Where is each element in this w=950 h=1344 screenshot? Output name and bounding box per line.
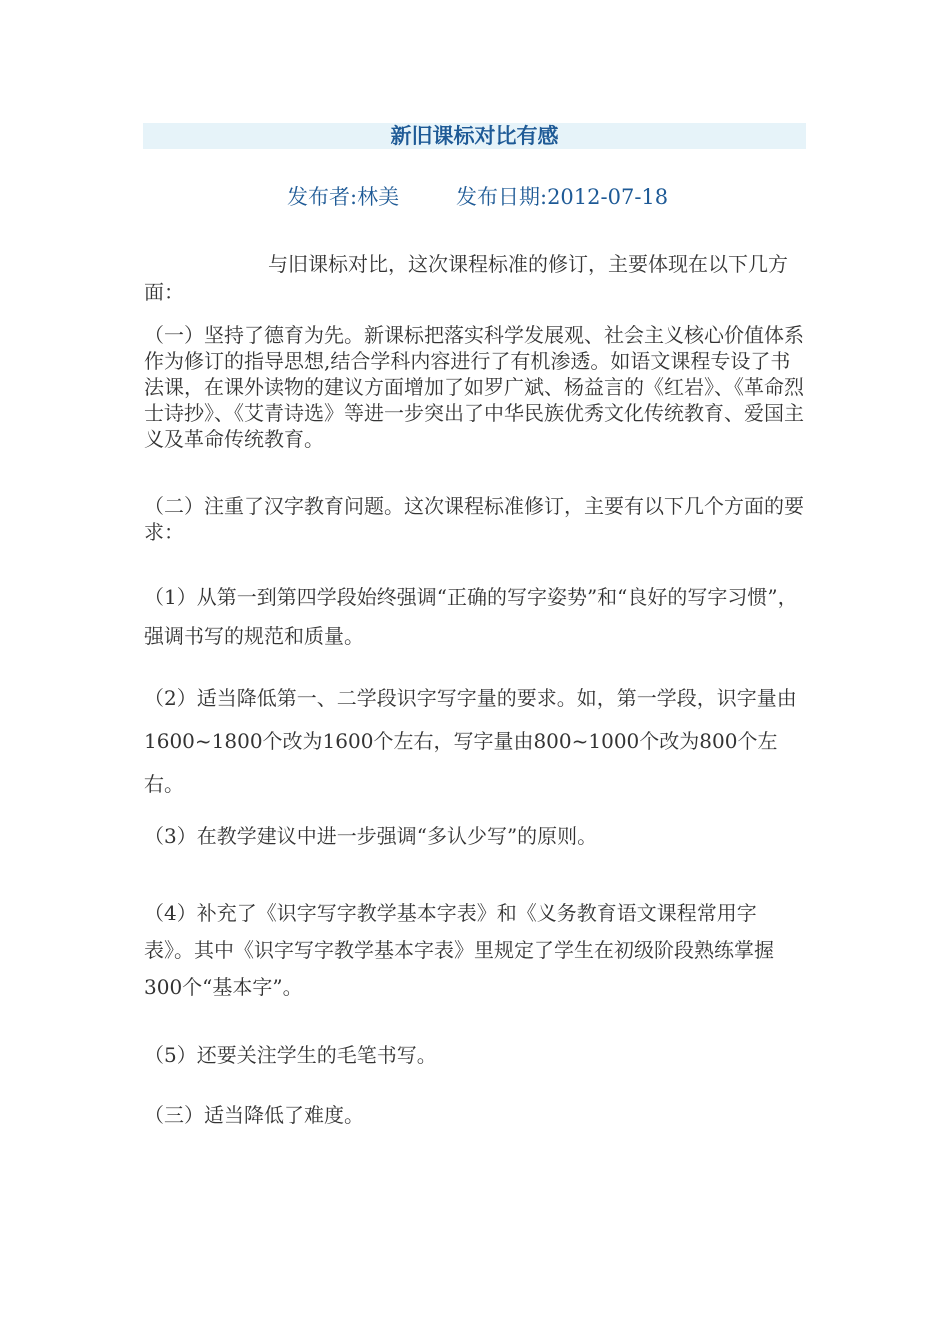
paragraph-intro: 与旧课标对比，这次课程标准的修订，主要体现在以下几方面： xyxy=(144,252,788,304)
publisher-label: 发布者:林美 xyxy=(287,185,400,209)
paragraph-item-1: （1）从第一到第四学段始终强调“正确的写字姿势”和“良好的写字习惯”，强调书写的规范和质量。 xyxy=(144,585,798,648)
publish-date: 发布日期:2012-07-18 xyxy=(456,185,669,209)
paragraph-section-3: （三）适当降低了难度。 xyxy=(144,1103,364,1127)
paragraph-item-2: （2）适当降低第一、二学段识字写字量的要求。如，第一学段，识字量由1600~1800个改为1600个左右，写字量由800~1000个改为800个左右。 xyxy=(144,686,797,796)
paragraph-section-1: （一）坚持了德育为先。新课标把落实科学发展观、社会主义核心价值体系作为修订的指导思想,结合学科内容进行了有机渗透。如语文课程专设了书法课，在课外读物的建议方面增加了如罗广斌、杨益言的《红岩》、《革命烈士诗抄》、《艾青诗选》等进一步突出了中华民族优秀文化传统教育、爱国主义及革命传统教育。 xyxy=(144,323,804,451)
paragraph-item-3: （3）在教学建议中进一步强调“多认少写”的原则。 xyxy=(144,824,598,848)
paragraph-item-4: （4）补充了《识字写字教学基本字表》和《义务教育语文课程常用字表》。其中《识字写字教学基本字表》里规定了学生在初级阶段熟练掌握300个“基本字”。 xyxy=(144,901,774,999)
paragraph-item-5: （5）还要关注学生的毛笔书写。 xyxy=(144,1043,437,1067)
document-title: 新旧课标对比有感 xyxy=(390,123,559,148)
paragraph-section-2: （二）注重了汉字教育问题。这次课程标准修订，主要有以下几个方面的要求： xyxy=(144,494,804,544)
